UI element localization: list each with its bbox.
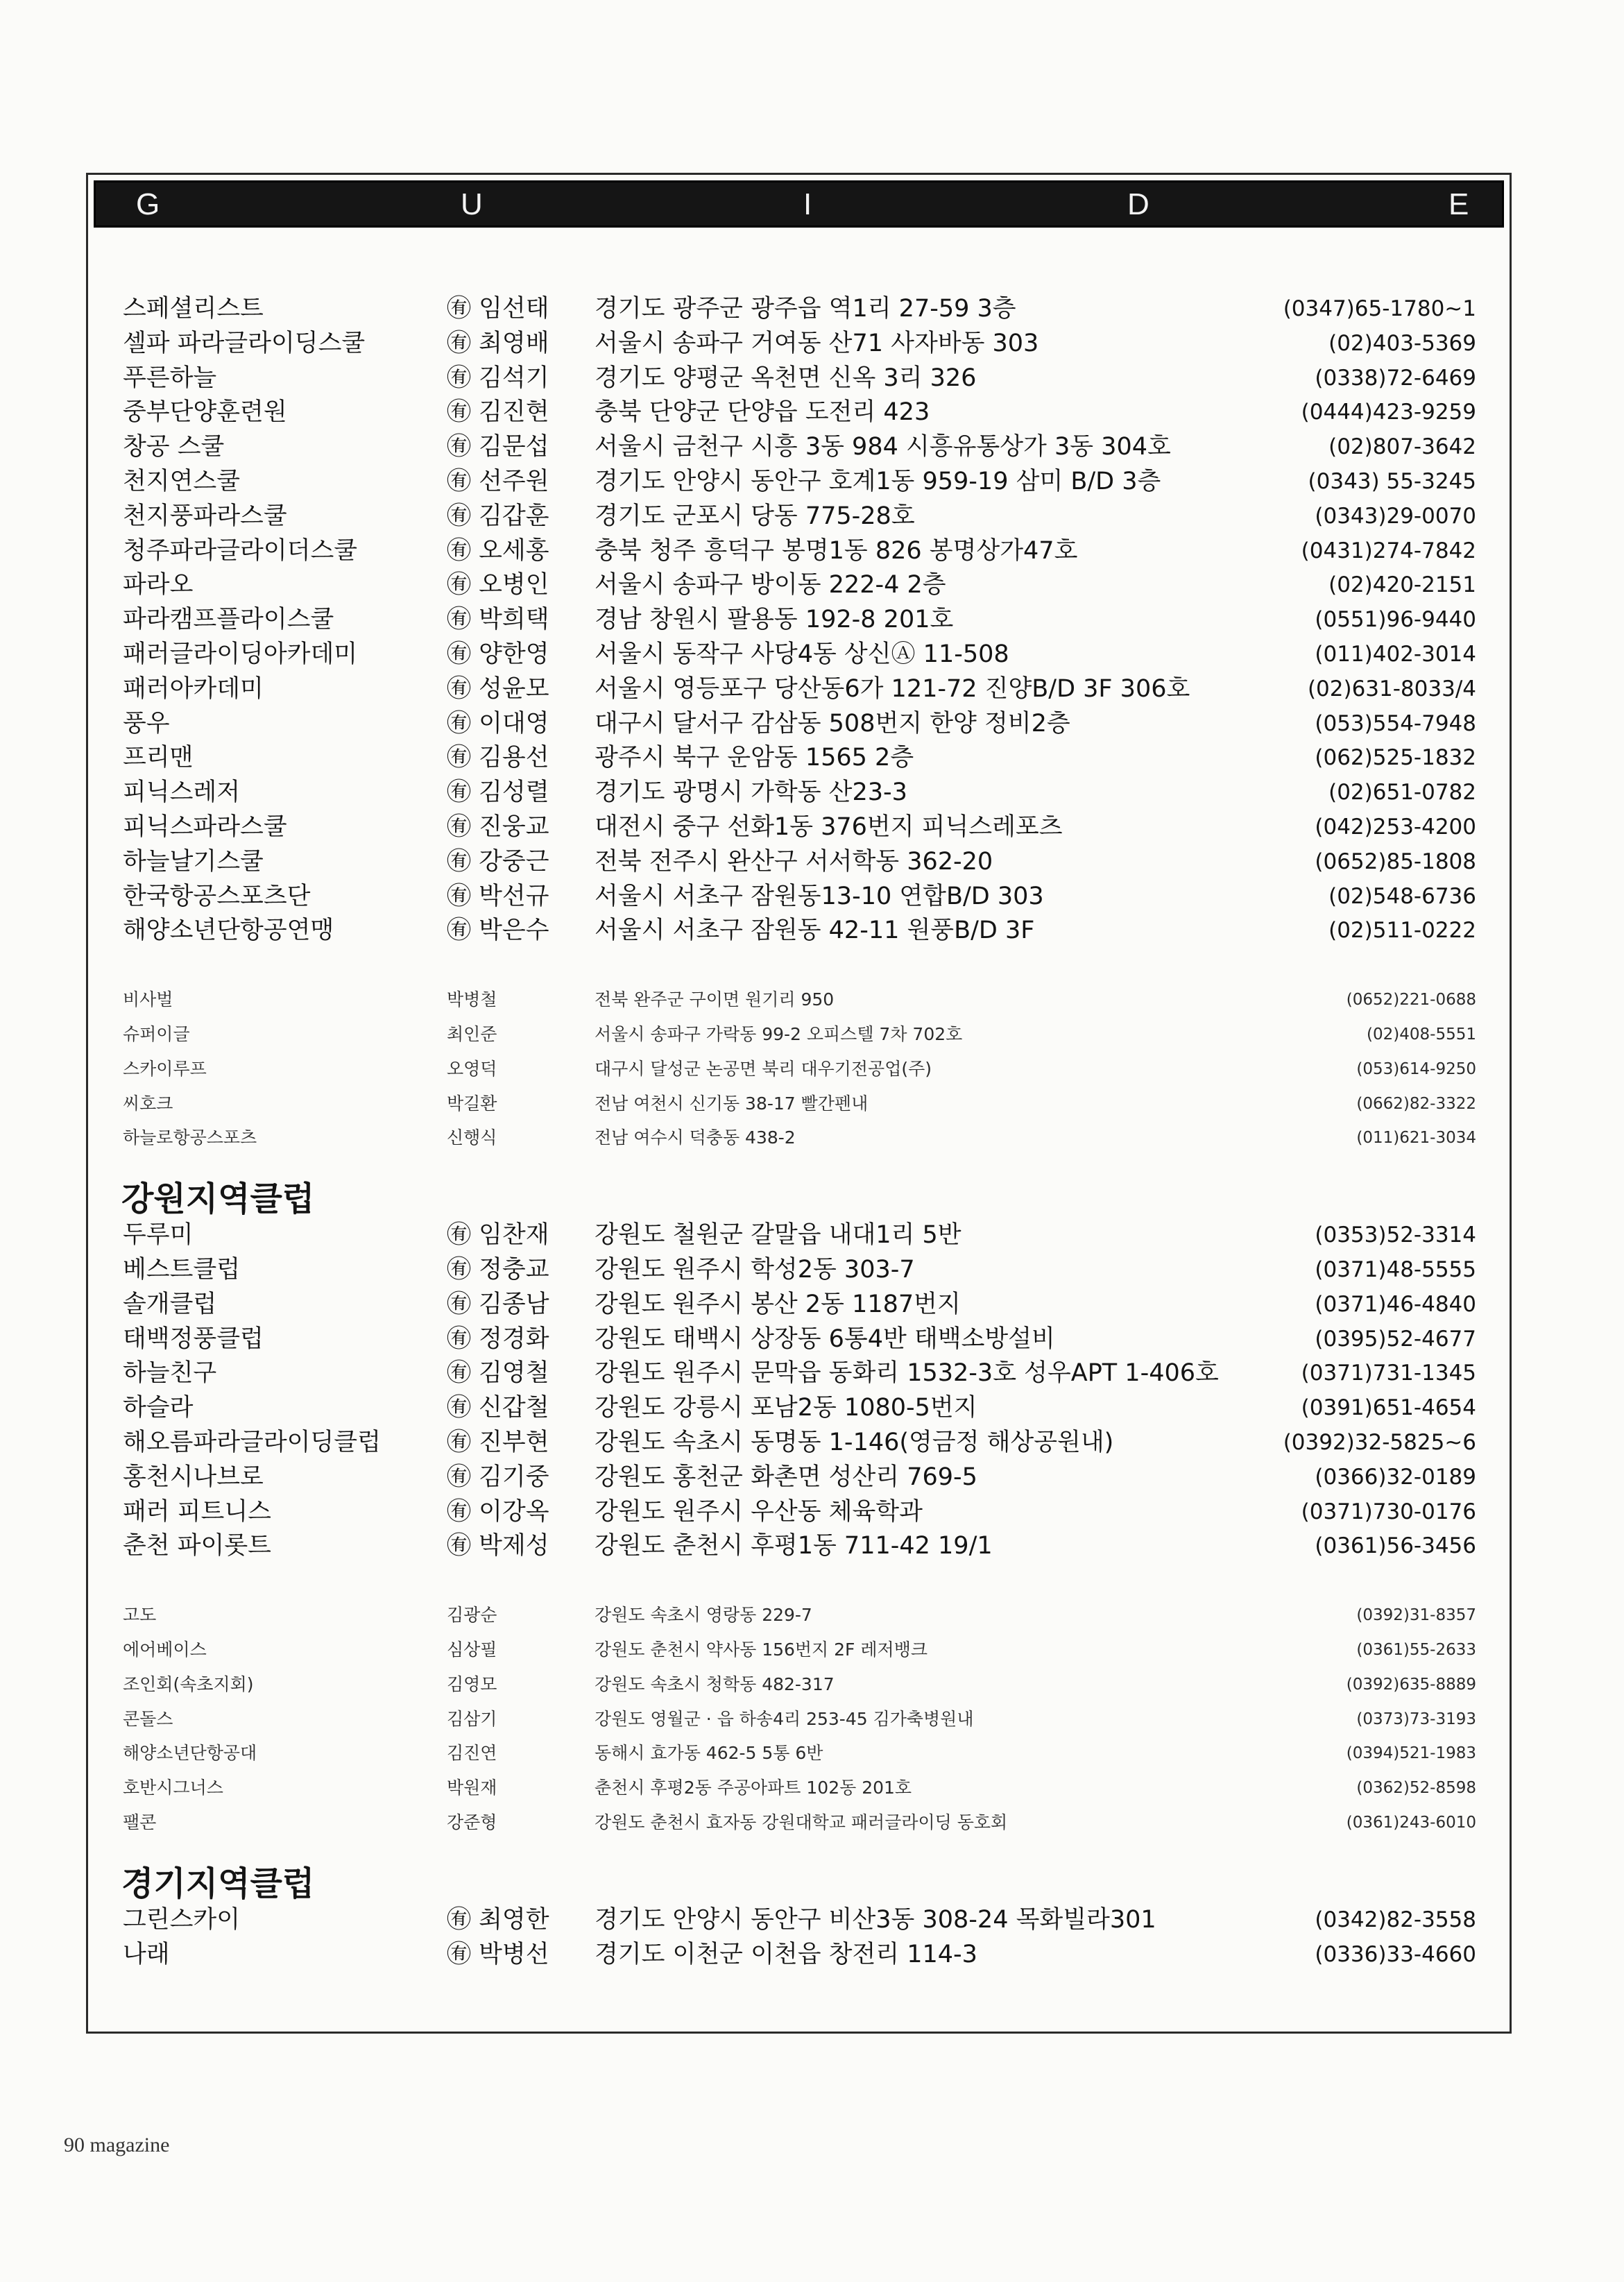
club-representative: 김진연	[447, 1743, 497, 1764]
club-address: 경기도 안양시 동안구 비산3동 308-24 목화빌라301	[595, 1905, 1156, 1934]
club-representative: ㊒ 김진현	[447, 398, 549, 427]
club-representative: 김영모	[447, 1674, 497, 1694]
club-representative: ㊒ 김용선	[447, 744, 549, 772]
club-representative: ㊒ 이강옥	[447, 1497, 549, 1526]
club-phone: (0373)73-3193	[1356, 1710, 1476, 1728]
club-row	[88, 1218, 1510, 1252]
club-phone: (011)402-3014	[1315, 642, 1476, 667]
club-row-minor	[88, 1087, 1510, 1121]
club-name: 비사벌	[123, 989, 173, 1010]
club-name: 풍우	[123, 709, 170, 738]
club-name: 푸른하늘	[123, 364, 217, 392]
club-row	[88, 1322, 1510, 1356]
club-row	[88, 361, 1510, 395]
club-row	[88, 1938, 1510, 1971]
club-row-minor	[88, 1703, 1510, 1736]
club-address: 강원도 원주시 우산동 체육학과	[595, 1497, 923, 1526]
club-address: 경남 창원시 팔용동 192-8 201호	[595, 606, 954, 634]
club-row	[88, 1391, 1510, 1424]
club-name: 그린스카이	[123, 1905, 241, 1934]
guide-header-bar	[94, 180, 1504, 228]
club-address: 강원도 춘천시 약사동 156번지 2F 레저뱅크	[595, 1640, 928, 1660]
club-representative: 최인준	[447, 1024, 497, 1044]
club-row	[88, 395, 1510, 429]
club-phone: (0362)52-8598	[1356, 1779, 1476, 1798]
club-name: 한국항공스포츠단	[123, 882, 311, 910]
club-phone: (02)403-5369	[1328, 330, 1476, 356]
club-phone: (02)651-0782	[1328, 780, 1476, 806]
club-row	[88, 672, 1510, 706]
club-address: 경기도 군포시 당동 775-28호	[595, 502, 915, 530]
club-representative: 김삼기	[447, 1708, 497, 1729]
club-phone: (0391)651-4654	[1301, 1395, 1476, 1421]
club-row	[88, 1426, 1510, 1459]
club-address: 대전시 중구 선화1동 376번지 피닉스레포츠	[595, 813, 1063, 841]
club-address: 경기도 양평군 옥천면 신옥 3리 326	[595, 364, 977, 392]
club-representative: ㊒ 박희택	[447, 606, 549, 634]
club-row	[88, 327, 1510, 360]
club-row	[88, 638, 1510, 671]
club-address: 대구시 달성군 논공면 북리 대우기전공업(주)	[595, 1058, 932, 1079]
club-representative: ㊒ 선주원	[447, 468, 549, 495]
club-phone: (0371)46-4840	[1315, 1291, 1476, 1317]
club-row-minor	[88, 1806, 1510, 1839]
club-representative: ㊒ 정충교	[447, 1256, 549, 1284]
club-phone: (0361)55-2633	[1356, 1641, 1476, 1659]
club-row-minor	[88, 1668, 1510, 1701]
club-phone: (02)420-2151	[1328, 572, 1476, 598]
club-row	[88, 1903, 1510, 1936]
club-phone: (0444)423-9259	[1301, 400, 1476, 425]
club-address: 강원도 속초시 동명동 1-146(영금정 해상공원내)	[595, 1429, 1114, 1456]
club-representative: ㊒ 박제성	[447, 1532, 549, 1560]
club-row-minor	[88, 1053, 1510, 1086]
club-row	[88, 500, 1510, 533]
club-name: 조인회(속초지회)	[123, 1674, 254, 1694]
club-phone: (0392)32-5825~6	[1283, 1430, 1476, 1455]
club-representative: 심상필	[447, 1640, 497, 1660]
club-row	[88, 568, 1510, 602]
club-row	[88, 810, 1510, 844]
club-address: 강원도 원주시 문막읍 동화리 1532-3호 성우APT 1-406호	[595, 1359, 1219, 1388]
club-representative: ㊒ 박선규	[447, 882, 549, 910]
club-address: 서울시 서초구 잠원동 42-11 원풍B/D 3F	[595, 917, 1035, 945]
club-row-minor	[88, 983, 1510, 1016]
club-row	[88, 776, 1510, 809]
club-name: 천지풍파라스쿨	[123, 502, 287, 530]
club-name: 태백정풍클럽	[123, 1325, 264, 1353]
club-phone: (02)631-8033/4	[1307, 676, 1476, 701]
club-phone: (0347)65-1780~1	[1283, 296, 1476, 321]
club-phone: (0371)48-5555	[1315, 1257, 1476, 1282]
club-address: 강원도 원주시 봉산 2동 1187번지	[595, 1290, 961, 1318]
club-address: 전북 완주군 구이면 원기리 950	[595, 989, 835, 1010]
club-row	[88, 1288, 1510, 1321]
club-representative: 박원재	[447, 1778, 497, 1798]
club-name: 콘돌스	[123, 1708, 173, 1729]
club-address: 서울시 송파구 거여동 산71 사자바동 303	[595, 329, 1039, 357]
club-address: 광주시 북구 운암동 1565 2층	[595, 744, 914, 772]
club-representative: ㊒ 양한영	[447, 640, 549, 668]
club-name: 솔개클럽	[123, 1290, 217, 1318]
club-representative: ㊒ 김영철	[447, 1359, 549, 1388]
club-address: 서울시 동작구 사당4동 상신Ⓐ 11-508	[595, 640, 1009, 668]
club-representative: ㊒ 이대영	[447, 709, 549, 738]
club-address: 강원도 영월군 · 읍 하송4리 253-45 김가축병원내	[595, 1708, 974, 1729]
club-representative: ㊒ 진웅교	[447, 813, 549, 841]
club-name: 두루미	[123, 1221, 194, 1250]
club-name: 베스트클럽	[123, 1256, 241, 1284]
club-name: 하늘친구	[123, 1359, 217, 1388]
club-name: 파라오	[123, 571, 194, 599]
club-name: 씨호크	[123, 1093, 173, 1114]
club-phone: (0361)56-3456	[1315, 1533, 1476, 1559]
club-name: 스페셜리스트	[123, 295, 264, 323]
club-phone: (0353)52-3314	[1315, 1223, 1476, 1248]
club-row	[88, 534, 1510, 568]
club-representative: 김광순	[447, 1605, 497, 1626]
club-row	[88, 845, 1510, 878]
club-name: 해오름파라글라이딩클럽	[123, 1429, 381, 1456]
club-name: 나래	[123, 1940, 170, 1968]
club-representative: ㊒ 박병선	[447, 1940, 549, 1968]
club-address: 전남 여수시 덕충동 438-2	[595, 1127, 796, 1148]
club-name: 해양소년단항공연맹	[123, 917, 334, 945]
club-name: 피닉스레저	[123, 778, 241, 807]
club-representative: ㊒ 김석기	[447, 364, 549, 392]
club-row-minor	[88, 1018, 1510, 1051]
club-address: 강원도 홍천군 화촌면 성산리 769-5	[595, 1463, 977, 1491]
club-address: 서울시 서초구 잠원동13-10 연합B/D 303	[595, 882, 1044, 910]
club-name: 청주파라글라이더스쿨	[123, 536, 358, 565]
club-representative: ㊒ 성윤모	[447, 674, 549, 703]
club-name: 하늘날기스쿨	[123, 847, 264, 876]
club-row	[88, 292, 1510, 325]
club-representative: ㊒ 임선태	[447, 295, 549, 323]
club-name: 중부단양훈련원	[123, 398, 287, 427]
club-name: 셀파 파라글라이딩스쿨	[123, 329, 366, 357]
club-address: 경기도 이천군 이천읍 창전리 114-3	[595, 1940, 977, 1968]
club-row	[88, 465, 1510, 498]
club-address: 대구시 달서구 감삼동 508번지 한양 정비2층	[595, 709, 1070, 738]
club-address: 서울시 송파구 방이동 222-4 2층	[595, 571, 946, 599]
club-phone: (0371)730-0176	[1301, 1499, 1476, 1524]
club-name: 해양소년단항공대	[123, 1743, 257, 1764]
club-address: 춘천시 후평2동 주공아파트 102동 201호	[595, 1778, 912, 1798]
club-row	[88, 1356, 1510, 1390]
club-name: 피닉스파라스쿨	[123, 813, 287, 841]
club-phone: (0652)85-1808	[1315, 849, 1476, 874]
club-phone: (0662)82-3322	[1356, 1094, 1476, 1113]
club-phone: (042)253-4200	[1315, 815, 1476, 840]
club-address: 서울시 금천구 시흥 3동 984 시흥유통상가 3동 304호	[595, 433, 1171, 461]
club-representative: ㊒ 박은수	[447, 917, 549, 945]
club-address: 강원도 속초시 영랑동 229-7	[595, 1605, 812, 1626]
club-phone: (062)525-1832	[1315, 745, 1476, 771]
club-name: 스카이루프	[123, 1058, 207, 1079]
club-name: 호반시그너스	[123, 1778, 223, 1798]
club-representative: 신행식	[447, 1127, 497, 1148]
club-name: 패러아카데미	[123, 674, 264, 703]
club-phone: (0336)33-4660	[1315, 1941, 1476, 1967]
club-row	[88, 603, 1510, 636]
club-representative: ㊒ 임찬재	[447, 1221, 549, 1250]
club-name: 패러글라이딩아카데미	[123, 640, 358, 668]
club-name: 팰콘	[123, 1812, 157, 1832]
club-name: 슈퍼이글	[123, 1024, 190, 1044]
club-row-minor	[88, 1633, 1510, 1667]
club-representative: ㊒ 김기중	[447, 1463, 549, 1491]
header-letter: E	[1448, 187, 1469, 221]
club-row-minor	[88, 1737, 1510, 1770]
club-row	[88, 741, 1510, 774]
club-address: 충북 단양군 단양읍 도전리 423	[595, 398, 930, 427]
club-row	[88, 1529, 1510, 1563]
club-phone: (011)621-3034	[1356, 1129, 1476, 1148]
club-address: 강원도 태백시 상장동 6통4반 태백소방설비	[595, 1325, 1055, 1353]
club-phone: (0652)221-0688	[1346, 991, 1476, 1010]
club-address: 강원도 춘천시 효자동 강원대학교 패러글라이딩 동호회	[595, 1812, 1008, 1832]
club-phone: (053)614-9250	[1356, 1059, 1476, 1078]
club-phone: (0338)72-6469	[1315, 365, 1476, 391]
club-address: 강원도 춘천시 후평1동 711-42 19/1	[595, 1532, 993, 1560]
club-row	[88, 707, 1510, 740]
club-representative: ㊒ 김문섭	[447, 433, 549, 461]
club-representative: 오영덕	[447, 1058, 497, 1079]
club-representative: ㊒ 오병인	[447, 571, 549, 599]
header-letter: G	[136, 187, 160, 221]
club-address: 경기도 광명시 가학동 산23-3	[595, 778, 907, 807]
club-row-minor	[88, 1599, 1510, 1632]
club-name: 프리맨	[123, 744, 194, 772]
club-phone: (053)554-7948	[1315, 710, 1476, 736]
club-name: 에어베이스	[123, 1640, 207, 1660]
section-title: 강원지역클럽	[121, 1180, 315, 1219]
club-phone: (0371)731-1345	[1301, 1361, 1476, 1386]
club-phone: (02)548-6736	[1328, 883, 1476, 909]
club-phone: (0343)29-0070	[1315, 503, 1476, 529]
club-phone: (0343) 55-3245	[1308, 469, 1476, 494]
club-address: 충북 청주 흥덕구 봉명1동 826 봉명상가47호	[595, 536, 1078, 565]
club-name: 창공 스쿨	[123, 433, 225, 461]
header-letter: I	[803, 187, 812, 221]
club-phone: (0392)31-8357	[1356, 1606, 1476, 1625]
club-row	[88, 1461, 1510, 1494]
club-phone: (02)408-5551	[1367, 1025, 1476, 1044]
club-representative: ㊒ 김종남	[447, 1290, 549, 1318]
club-address: 서울시 영등포구 당산동6가 121-72 진양B/D 3F 306호	[595, 674, 1190, 703]
club-name: 파라캠프플라이스쿨	[123, 606, 334, 634]
club-phone: (02)807-3642	[1328, 434, 1476, 460]
club-phone: (0392)635-8889	[1346, 1675, 1476, 1694]
club-address: 동해시 효가동 462-5 5통 6반	[595, 1743, 823, 1764]
club-representative: 강준형	[447, 1812, 497, 1832]
club-name: 고도	[123, 1605, 157, 1626]
club-representative: ㊒ 최영한	[447, 1905, 549, 1934]
club-address: 강원도 강릉시 포남2동 1080-5번지	[595, 1394, 977, 1422]
club-phone: (02)511-0222	[1328, 918, 1476, 944]
club-address: 강원도 원주시 학성2동 303-7	[595, 1256, 915, 1284]
club-name: 하슬라	[123, 1394, 194, 1422]
club-name: 천지연스쿨	[123, 468, 241, 495]
club-address: 전남 여천시 신기동 38-17 빨간펜내	[595, 1093, 869, 1114]
club-representative: ㊒ 진부현	[447, 1429, 549, 1456]
club-representative: ㊒ 신갑철	[447, 1394, 549, 1422]
club-name: 하늘로항공스포츠	[123, 1127, 257, 1148]
club-address: 경기도 광주군 광주읍 역1리 27-59 3층	[595, 295, 1016, 323]
club-phone: (0395)52-4677	[1315, 1326, 1476, 1352]
club-row-minor	[88, 1771, 1510, 1805]
club-phone: (0394)521-1983	[1346, 1744, 1476, 1763]
club-phone: (0366)32-0189	[1315, 1464, 1476, 1490]
page-footer: 90 magazine	[64, 2134, 170, 2156]
club-representative: ㊒ 김갑훈	[447, 502, 549, 530]
club-phone: (0431)274-7842	[1301, 538, 1476, 563]
club-name: 홍천시나브로	[123, 1463, 264, 1491]
section-title: 경기지역클럽	[121, 1864, 315, 1903]
club-row	[88, 880, 1510, 913]
club-row	[88, 1495, 1510, 1529]
club-representative: 박길환	[447, 1093, 497, 1114]
club-representative: ㊒ 김성렬	[447, 778, 549, 807]
club-row	[88, 430, 1510, 463]
club-row	[88, 1253, 1510, 1286]
club-address: 전북 전주시 완산구 서서학동 362-20	[595, 847, 993, 876]
club-phone: (0342)82-3558	[1315, 1907, 1476, 1932]
club-address: 강원도 속초시 청학동 482-317	[595, 1674, 835, 1694]
header-letter: U	[461, 187, 483, 221]
club-name: 패러 피트니스	[123, 1497, 271, 1526]
club-phone: (0361)243-6010	[1346, 1814, 1476, 1832]
club-row	[88, 914, 1510, 947]
club-representative: 박병철	[447, 989, 497, 1010]
guide-frame	[86, 173, 1512, 2034]
club-address: 서울시 송파구 가락동 99-2 오피스텔 7차 702호	[595, 1024, 963, 1044]
header-letter: D	[1127, 187, 1149, 221]
club-representative: ㊒ 정경화	[447, 1325, 549, 1353]
club-row-minor	[88, 1121, 1510, 1155]
club-representative: ㊒ 오세홍	[447, 536, 549, 565]
club-representative: ㊒ 최영배	[447, 329, 549, 357]
club-name: 춘천 파이롯트	[123, 1532, 271, 1560]
club-address: 경기도 안양시 동안구 호계1동 959-19 삼미 B/D 3층	[595, 468, 1161, 495]
club-address: 강원도 철원군 갈말읍 내대1리 5반	[595, 1221, 961, 1250]
club-representative: ㊒ 강중근	[447, 847, 549, 876]
club-phone: (0551)96-9440	[1315, 607, 1476, 633]
